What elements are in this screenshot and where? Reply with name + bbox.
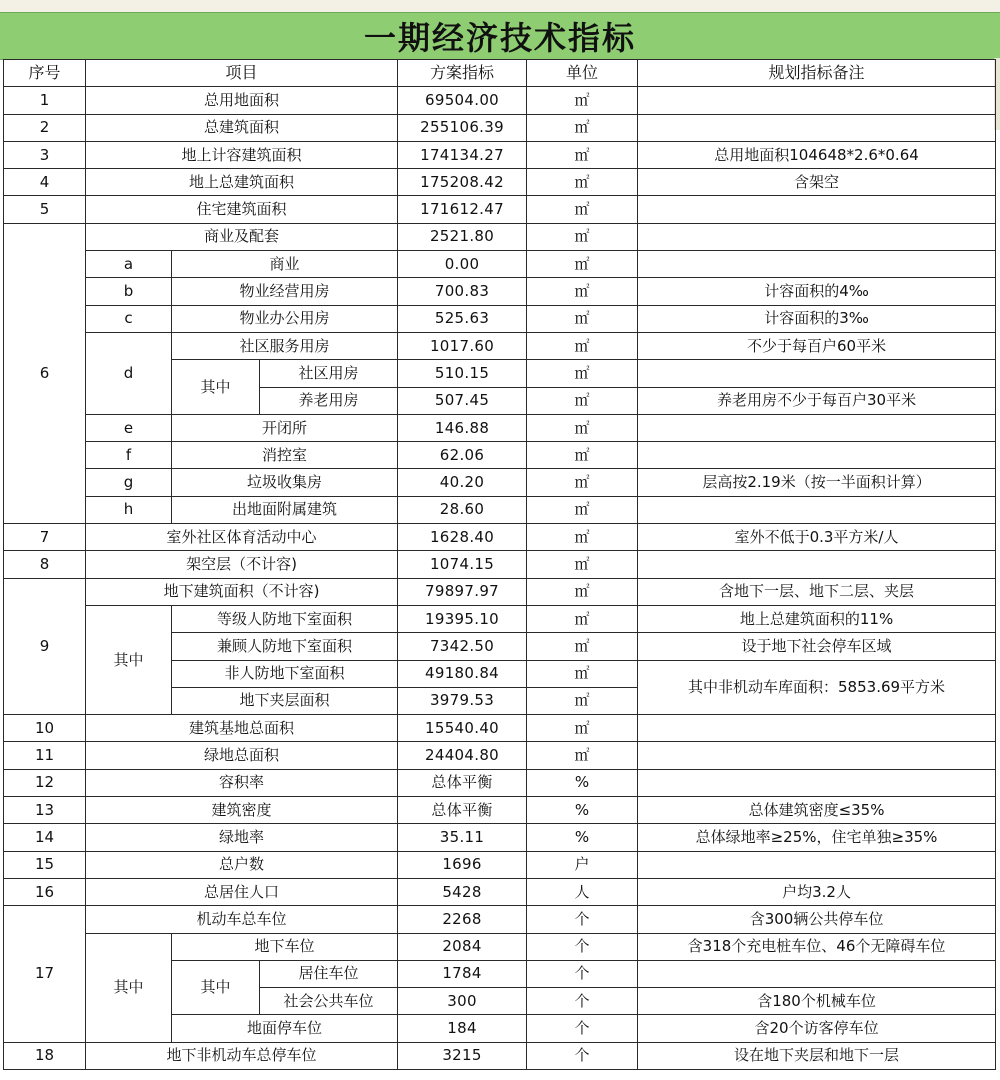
- row-note: [638, 769, 996, 796]
- row-value: 171612.47: [398, 196, 527, 223]
- table-row: [4, 851, 996, 878]
- row-no: 14: [4, 824, 86, 851]
- row-unit: ㎡: [527, 360, 638, 387]
- row-unit: ㎡: [527, 715, 638, 742]
- row-item: 社会公共车位: [260, 988, 398, 1015]
- row-unit: ㎡: [527, 414, 638, 441]
- row-value: 3979.53: [398, 687, 527, 714]
- row-value: 19395.10: [398, 605, 527, 632]
- row-note: 含300辆公共停车位: [638, 906, 996, 933]
- row-item: 物业经营用房: [172, 278, 398, 305]
- table-row: [4, 251, 996, 278]
- qizhong-label: 其中: [172, 960, 260, 1015]
- row-note: [638, 442, 996, 469]
- row-value: 700.83: [398, 278, 527, 305]
- row-item: 等级人防地下室面积: [172, 605, 398, 632]
- row-note: [638, 114, 996, 141]
- row-unit: ㎡: [527, 305, 638, 332]
- row-unit: %: [527, 769, 638, 796]
- row-note: 含地下一层、地下二层、夹层: [638, 578, 996, 605]
- row-value: 1074.15: [398, 551, 527, 578]
- table-row: [4, 332, 996, 359]
- row-item: 出地面附属建筑: [172, 496, 398, 523]
- row-value: 1628.40: [398, 524, 527, 551]
- header-unit: 单位: [527, 60, 638, 87]
- row-value: 7342.50: [398, 633, 527, 660]
- row-note: 设于地下社会停车区域: [638, 633, 996, 660]
- table-row: [4, 715, 996, 742]
- row-item: 开闭所: [172, 414, 398, 441]
- row-note: 总用地面积104648*2.6*0.64: [638, 141, 996, 168]
- table-row: [4, 605, 996, 632]
- row-item: 物业办公用房: [172, 305, 398, 332]
- row-note: 计容面积的4‰: [638, 278, 996, 305]
- sub-code: h: [86, 496, 172, 523]
- row-unit: ㎡: [527, 687, 638, 714]
- sub-code: d: [86, 332, 172, 414]
- table-row: [4, 769, 996, 796]
- sub-code: b: [86, 278, 172, 305]
- row-unit: ㎡: [527, 496, 638, 523]
- table-header-row: [4, 60, 996, 87]
- row-item: 总建筑面积: [86, 114, 398, 141]
- table-row: [4, 114, 996, 141]
- row-item: 地下建筑面积（不计容): [86, 578, 398, 605]
- row-note: [638, 360, 996, 387]
- qizhong-label: 其中: [86, 605, 172, 714]
- row-note: 室外不低于0.3平方米/人: [638, 524, 996, 551]
- sub-code: f: [86, 442, 172, 469]
- row-no: 13: [4, 797, 86, 824]
- row-no: 2: [4, 114, 86, 141]
- page-title: 一期经济技术指标: [363, 19, 636, 57]
- row-value: 525.63: [398, 305, 527, 332]
- row-unit: 个: [527, 906, 638, 933]
- row-item: 机动车总车位: [86, 906, 398, 933]
- row-note: 设在地下夹层和地下一层: [638, 1042, 996, 1069]
- row-unit: ㎡: [527, 660, 638, 687]
- row-value: 174134.27: [398, 141, 527, 168]
- row-no: 10: [4, 715, 86, 742]
- row-unit: ㎡: [527, 605, 638, 632]
- row-item: 地下车位: [172, 933, 398, 960]
- qizhong-label: 其中: [86, 933, 172, 1042]
- row-note: 含180个机械车位: [638, 988, 996, 1015]
- row-unit: 个: [527, 1015, 638, 1042]
- sub-code: a: [86, 251, 172, 278]
- row-value: 28.60: [398, 496, 527, 523]
- row-note: 含20个访客停车位: [638, 1015, 996, 1042]
- row-item: 总居住人口: [86, 878, 398, 905]
- row-unit: ㎡: [527, 742, 638, 769]
- row-item: 绿地率: [86, 824, 398, 851]
- row-value: 2521.80: [398, 223, 527, 250]
- row-value: 40.20: [398, 469, 527, 496]
- indicator-table: [3, 59, 996, 1070]
- row-value: 总体平衡: [398, 797, 527, 824]
- row-value: 24404.80: [398, 742, 527, 769]
- row-unit: %: [527, 824, 638, 851]
- row-no: 15: [4, 851, 86, 878]
- row-unit: ㎡: [527, 442, 638, 469]
- row-note: [638, 251, 996, 278]
- row-unit: 户: [527, 851, 638, 878]
- table-row: [4, 141, 996, 168]
- header-item: 项目: [86, 60, 398, 87]
- row-value: 49180.84: [398, 660, 527, 687]
- qizhong-label: 其中: [172, 360, 260, 415]
- table-row: [4, 524, 996, 551]
- row-no: 6: [4, 223, 86, 523]
- row-value: 255106.39: [398, 114, 527, 141]
- row-unit: ㎡: [527, 524, 638, 551]
- row-item: 地面停车位: [172, 1015, 398, 1042]
- row-note: 户均3.2人: [638, 878, 996, 905]
- row-item: 住宅建筑面积: [86, 196, 398, 223]
- table-row: [4, 87, 996, 114]
- row-value: 184: [398, 1015, 527, 1042]
- row-unit: ㎡: [527, 332, 638, 359]
- row-unit: ㎡: [527, 551, 638, 578]
- row-item: 地下非机动车总停车位: [86, 1042, 398, 1069]
- row-item: 商业及配套: [86, 223, 398, 250]
- row-unit: 个: [527, 1042, 638, 1069]
- table-row: [4, 742, 996, 769]
- row-note: [638, 742, 996, 769]
- table-row: [4, 878, 996, 905]
- row-note: [638, 551, 996, 578]
- row-value: 1784: [398, 960, 527, 987]
- row-item: 垃圾收集房: [172, 469, 398, 496]
- row-unit: ㎡: [527, 223, 638, 250]
- row-no: 9: [4, 578, 86, 714]
- table-row: [4, 578, 996, 605]
- row-note: 地上总建筑面积的11%: [638, 605, 996, 632]
- row-no: 18: [4, 1042, 86, 1069]
- row-value: 35.11: [398, 824, 527, 851]
- sub-code: c: [86, 305, 172, 332]
- table-row: [4, 906, 996, 933]
- table-row: [4, 824, 996, 851]
- table-row: [4, 414, 996, 441]
- header-note: 规划指标备注: [638, 60, 996, 87]
- row-item: 室外社区体育活动中心: [86, 524, 398, 551]
- row-unit: ㎡: [527, 578, 638, 605]
- sub-code: e: [86, 414, 172, 441]
- row-note: 层高按2.19米（按一半面积计算）: [638, 469, 996, 496]
- row-unit: ㎡: [527, 114, 638, 141]
- row-value: 2268: [398, 906, 527, 933]
- row-item: 建筑密度: [86, 797, 398, 824]
- row-unit: ㎡: [527, 251, 638, 278]
- row-value: 510.15: [398, 360, 527, 387]
- row-item: 建筑基地总面积: [86, 715, 398, 742]
- row-item: 地上总建筑面积: [86, 169, 398, 196]
- row-unit: 个: [527, 933, 638, 960]
- row-note: [638, 87, 996, 114]
- table-row: [4, 169, 996, 196]
- row-no: 8: [4, 551, 86, 578]
- row-note: 含318个充电桩车位、46个无障碍车位: [638, 933, 996, 960]
- row-value: 3215: [398, 1042, 527, 1069]
- row-value: 300: [398, 988, 527, 1015]
- table-row: [4, 933, 996, 960]
- row-value: 15540.40: [398, 715, 527, 742]
- row-note: 不少于每百户60平米: [638, 332, 996, 359]
- row-unit: 个: [527, 988, 638, 1015]
- row-note: 养老用房不少于每百户30平米: [638, 387, 996, 414]
- row-no: 3: [4, 141, 86, 168]
- table-row: [4, 305, 996, 332]
- row-unit: ㎡: [527, 87, 638, 114]
- row-unit: ㎡: [527, 196, 638, 223]
- row-item: 社区用房: [260, 360, 398, 387]
- row-unit: ㎡: [527, 469, 638, 496]
- row-value: 1696: [398, 851, 527, 878]
- table-row: [4, 797, 996, 824]
- row-unit: ㎡: [527, 141, 638, 168]
- row-note: [638, 196, 996, 223]
- row-note: [638, 414, 996, 441]
- row-no: 4: [4, 169, 86, 196]
- row-item: 消控室: [172, 442, 398, 469]
- sub-code: g: [86, 469, 172, 496]
- row-unit: 个: [527, 960, 638, 987]
- row-no: 1: [4, 87, 86, 114]
- row-no: 17: [4, 906, 86, 1042]
- row-no: 16: [4, 878, 86, 905]
- row-no: 12: [4, 769, 86, 796]
- row-value: 2084: [398, 933, 527, 960]
- row-item: 非人防地下室面积: [172, 660, 398, 687]
- table-row: [4, 278, 996, 305]
- table-row: [4, 442, 996, 469]
- row-item: 绿地总面积: [86, 742, 398, 769]
- row-value: 507.45: [398, 387, 527, 414]
- row-item: 养老用房: [260, 387, 398, 414]
- row-note: 计容面积的3‰: [638, 305, 996, 332]
- row-value: 79897.97: [398, 578, 527, 605]
- row-item: 居住车位: [260, 960, 398, 987]
- row-value: 175208.42: [398, 169, 527, 196]
- row-no: 7: [4, 524, 86, 551]
- row-item: 商业: [172, 251, 398, 278]
- row-item: 总用地面积: [86, 87, 398, 114]
- row-note: 含架空: [638, 169, 996, 196]
- row-note: [638, 960, 996, 987]
- row-value: 0.00: [398, 251, 527, 278]
- row-note: [638, 851, 996, 878]
- row-value: 5428: [398, 878, 527, 905]
- row-unit: %: [527, 797, 638, 824]
- row-value: 69504.00: [398, 87, 527, 114]
- table-row: [4, 196, 996, 223]
- row-no: 11: [4, 742, 86, 769]
- row-note: 总体绿地率≥25%，住宅单独≥35%: [638, 824, 996, 851]
- table-row: [4, 551, 996, 578]
- row-note: [638, 223, 996, 250]
- row-item: 社区服务用房: [172, 332, 398, 359]
- row-unit: 人: [527, 878, 638, 905]
- table-row: [4, 223, 996, 250]
- header-value: 方案指标: [398, 60, 527, 87]
- row-note: 总体建筑密度≤35%: [638, 797, 996, 824]
- title-banner: [0, 12, 1000, 60]
- row-item: 容积率: [86, 769, 398, 796]
- table-row: [4, 1042, 996, 1069]
- row-unit: ㎡: [527, 387, 638, 414]
- row-unit: ㎡: [527, 278, 638, 305]
- table-row: [4, 469, 996, 496]
- row-note: 其中非机动车库面积：5853.69平方米: [638, 660, 996, 715]
- header-no: 序号: [4, 60, 86, 87]
- table-row: [4, 496, 996, 523]
- row-unit: ㎡: [527, 169, 638, 196]
- row-value: 总体平衡: [398, 769, 527, 796]
- row-unit: ㎡: [527, 633, 638, 660]
- row-item: 地上计容建筑面积: [86, 141, 398, 168]
- row-note: [638, 715, 996, 742]
- row-value: 146.88: [398, 414, 527, 441]
- row-item: 地下夹层面积: [172, 687, 398, 714]
- row-value: 1017.60: [398, 332, 527, 359]
- row-item: 总户数: [86, 851, 398, 878]
- row-note: [638, 496, 996, 523]
- row-no: 5: [4, 196, 86, 223]
- row-item: 架空层（不计容): [86, 551, 398, 578]
- row-item: 兼顾人防地下室面积: [172, 633, 398, 660]
- row-value: 62.06: [398, 442, 527, 469]
